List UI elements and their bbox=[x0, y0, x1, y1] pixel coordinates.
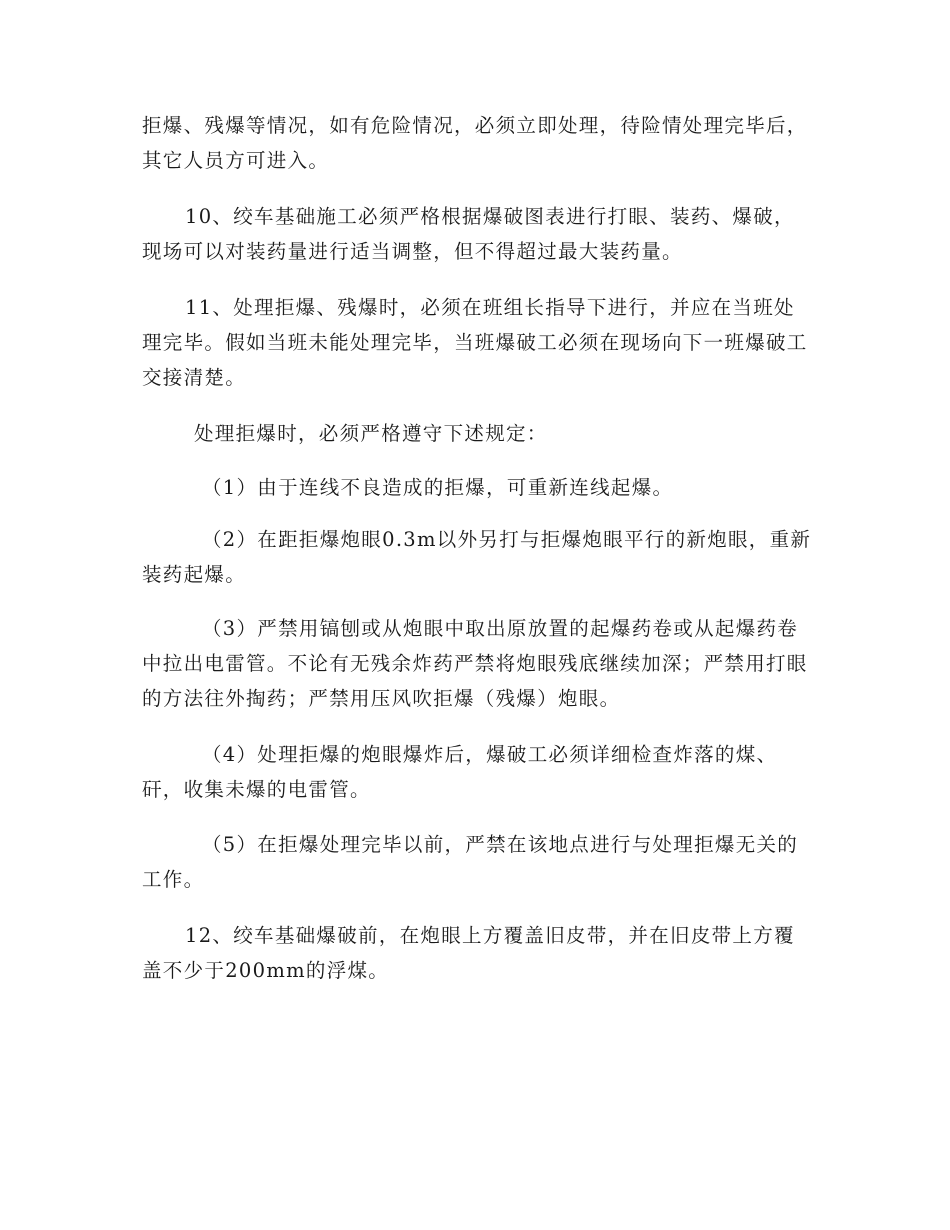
paragraph-rule-2: （2）在距拒爆炮眼0.3m以外另打与拒爆炮眼平行的新炮眼，重新装药起爆。 bbox=[142, 528, 812, 586]
paragraph-item-11: 11、处理拒爆、残爆时，必须在班组长指导下进行，并应在当班处理完毕。假如当班未能处理完毕，当班爆破工必须在现场向下一班爆破工交接清楚。 bbox=[142, 296, 808, 389]
paragraph-item-10: 10、绞车基础施工必须严格根据爆破图表进行打眼、装药、爆破，现场可以对装药量进行适当调整，但不得超过最大装药量。 bbox=[142, 205, 795, 263]
paragraph-rule-3: （3）严禁用镐刨或从炮眼中取出原放置的起爆药卷或从起爆药卷中拉出电雷管。不论有无残余炸药严禁将炮眼残底继续加深；严禁用打眼的方法往外掏药；严禁用压风吹拒爆（残爆）炮眼。 bbox=[142, 617, 808, 710]
paragraph-rule-1: （1）由于连线不良造成的拒爆，可重新连线起爆。 bbox=[202, 476, 674, 499]
paragraph-continuation: 拒爆、残爆等情况，如有危险情况，必须立即处理，待险情处理完毕后，其它人员方可进入。 bbox=[142, 114, 808, 172]
paragraph-rules-intro: 处理拒爆时，必须严格遵守下述规定： bbox=[194, 422, 548, 445]
paragraph-rule-5: （5）在拒爆处理完毕以前，严禁在该地点进行与处理拒爆无关的工作。 bbox=[142, 833, 799, 891]
paragraph-rule-4: （4）处理拒爆的炮眼爆炸后，爆破工必须详细检查炸落的煤、矸，收集未爆的电雷管。 bbox=[142, 743, 778, 801]
paragraph-item-12: 12、绞车基础爆破前，在炮眼上方覆盖旧皮带，并在旧皮带上方覆盖不少于200mm的浮煤。 bbox=[142, 924, 795, 982]
